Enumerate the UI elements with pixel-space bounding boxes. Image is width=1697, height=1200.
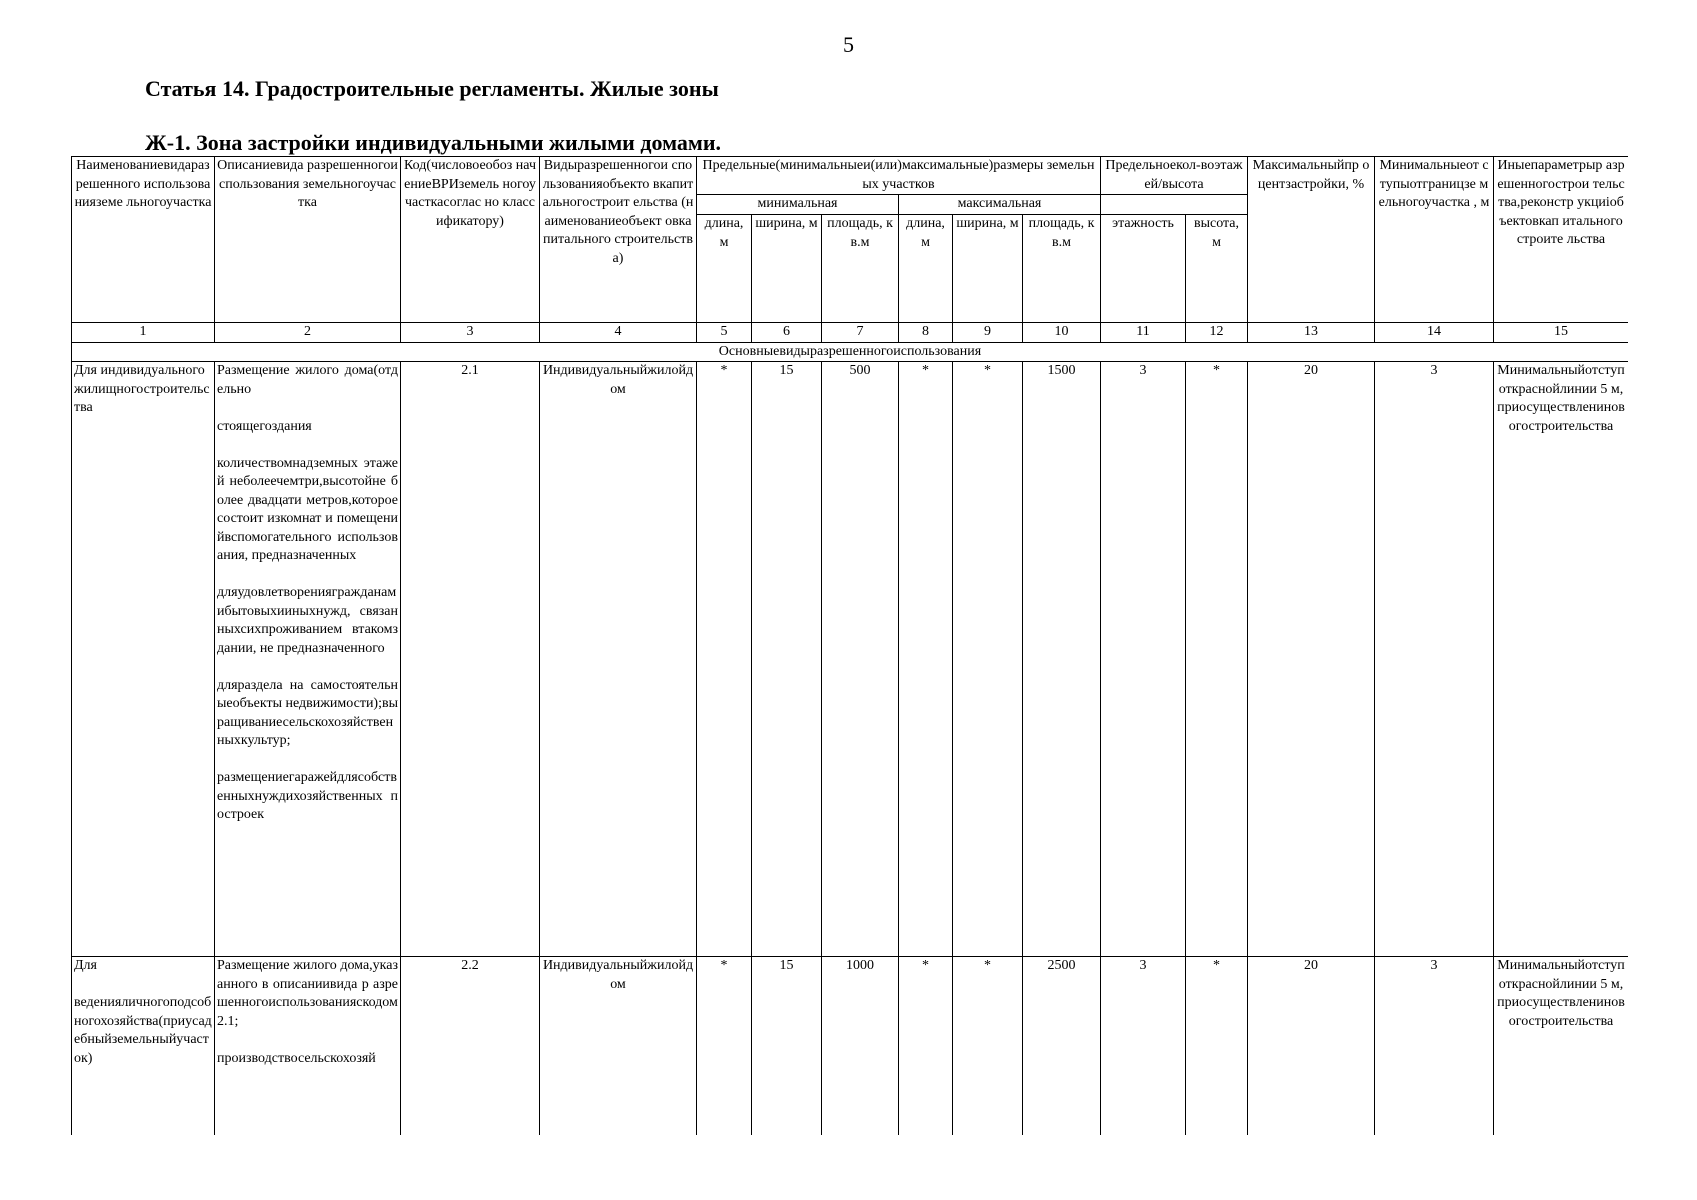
use-code-cell: 2.2 [401,957,540,1136]
column-number: 5 [697,323,752,343]
paragraph-gap [217,566,398,585]
header-max-length: длина, м [899,215,953,323]
paragraph-gap [217,1031,398,1050]
regulations-table-container [71,156,1628,1135]
header-use-code: Код(числовоеобоз начениеВРИземель ногоучасткасоглас но классификатору) [401,157,540,323]
table-row [72,362,1629,957]
use-name-line: Для [74,958,97,973]
other-params-cell: Минимальныйотступоткраснойлинии 5 м, приосуществлениновогостроительства [1494,362,1628,957]
column-number: 9 [953,323,1023,343]
header-plot-size-limits: Предельные(минимальныеи(или)максимальные)размеры земельных участков [697,157,1101,195]
column-number: 10 [1023,323,1101,343]
section-row [72,342,1629,362]
min-length-cell: * [697,362,752,957]
header-floor-count: этажность [1101,215,1186,323]
column-number: 13 [1248,323,1375,343]
section-title: Основныевидыразрешенногоиспользования [72,342,1629,362]
min-area-cell: 500 [822,362,899,957]
column-number: 7 [822,323,899,343]
regulations-table [71,156,1628,1135]
header-min-area: площадь, кв.м [822,215,899,323]
column-number: 2 [215,323,401,343]
header-min-length: длина, м [697,215,752,323]
header-min-width: ширина, м [752,215,822,323]
height-cell: * [1186,957,1248,1136]
description-paragraph: стоящегоздания [217,418,312,434]
column-numbers-row [72,323,1629,343]
header-max-build-percent: Максимальныйпр оцентзастройки, % [1248,157,1375,323]
capital-object-cell: Индивидуальныйжилойдом [540,362,697,957]
max-area-cell: 1500 [1023,362,1101,957]
min-width-cell: 15 [752,362,822,957]
table-row [72,957,1629,1136]
max-length-cell: * [899,957,953,1136]
column-number: 12 [1186,323,1248,343]
column-number: 14 [1375,323,1494,343]
column-number: 8 [899,323,953,343]
header-minimum: минимальная [697,195,899,215]
description-paragraph: Размещение жилого дома(отдельно [217,363,398,397]
floors-cell: 3 [1101,957,1186,1136]
header-use-description: Описаниевида разрешенногои спользования земельногоучастка [215,157,401,323]
description-paragraph: количествомнадземных этажей неболеечемтри,высотойне более двадцати метров,которое состоит изкомнат и помещенийвспомогательного использования, предназначенных [217,455,398,563]
column-number: 15 [1494,323,1628,343]
description-paragraph: дляудовлетворениягражданамибытовыхииныхнужд, связанныхсихпроживанием втакомздании, не предназначенного [217,585,398,656]
use-name-line: веденияличногоподсобногохозяйства(приусадебныйземельныйучасток) [74,995,212,1066]
max-length-cell: * [899,362,953,957]
floors-cell: 3 [1101,362,1186,957]
description-paragraph: дляраздела на самостоятельныеобъекты недвижимости);выращиваниесельскохозяйственныхкультур; [217,677,399,748]
setback-cell: 3 [1375,957,1494,1136]
use-description-cell [215,957,401,1136]
setback-cell: 3 [1375,362,1494,957]
header-floors-height: Предельноекол-воэтажей/высота [1101,157,1248,195]
header-height: высота, м [1186,215,1248,323]
max-percent-cell: 20 [1248,957,1375,1136]
paragraph-gap [217,399,398,418]
max-percent-cell: 20 [1248,362,1375,957]
header-permitted-use-name: Наименованиевидаразрешенного использованияземе льногоучастка [72,157,215,323]
article-title: Статья 14. Градостроительные регламенты. Жилые зоны [145,76,719,101]
other-params-cell: Минимальныйотступоткраснойлинии 5 м, приосуществлениновогостроительства [1494,957,1628,1136]
min-area-cell: 1000 [822,957,899,1136]
header-row-1 [72,157,1629,195]
zone-title: Ж-1. Зона застройки индивидуальными жилыми домами. [145,130,722,155]
header-maximum: максимальная [899,195,1101,215]
use-name-cell [72,957,215,1136]
use-description-cell [215,362,401,957]
column-number: 1 [72,323,215,343]
height-cell: * [1186,362,1248,957]
capital-object-cell: Индивидуальныйжилойдом [540,957,697,1136]
page-number: 5 [843,32,854,57]
column-number: 6 [752,323,822,343]
header-min-setback: Минимальныеот ступыотграницзе мельногоучастка , м [1375,157,1494,323]
header-capital-objects: Видыразрешенногои спользованияобъекто вкапитальногостроит ельства (наименованиеобъект овкапитального строительства) [540,157,697,323]
use-code-cell: 2.1 [401,362,540,957]
header-other-params: Иныепараметрыр азрешенногострои тельства,реконстр укциiобъектовкап итальногострoите льства [1494,157,1628,323]
min-length-cell: * [697,957,752,1136]
paragraph-gap [74,976,212,995]
max-width-cell: * [953,362,1023,957]
paragraph-gap [217,436,398,455]
description-paragraph: размещениегаражейдлясобственныхнуждихозяйственных построек [217,770,398,822]
paragraph-gap [217,751,398,770]
max-area-cell: 2500 [1023,957,1101,1136]
description-paragraph: Размещение жилого дома,указанного в описаниивида р азрешенногоиспользованияскодом 2.1; [217,958,398,1029]
header-max-width: ширина, м [953,215,1023,323]
column-number: 4 [540,323,697,343]
header-floors-blank [1101,195,1248,215]
column-number: 3 [401,323,540,343]
min-width-cell: 15 [752,957,822,1136]
use-name-cell: Для индивидуальногожилищногостроительства [72,362,215,957]
description-paragraph: производствосельскохозяй [217,1050,376,1066]
column-number: 11 [1101,323,1186,343]
header-max-area: площадь, кв.м [1023,215,1101,323]
max-width-cell: * [953,957,1023,1136]
paragraph-gap [217,658,398,677]
